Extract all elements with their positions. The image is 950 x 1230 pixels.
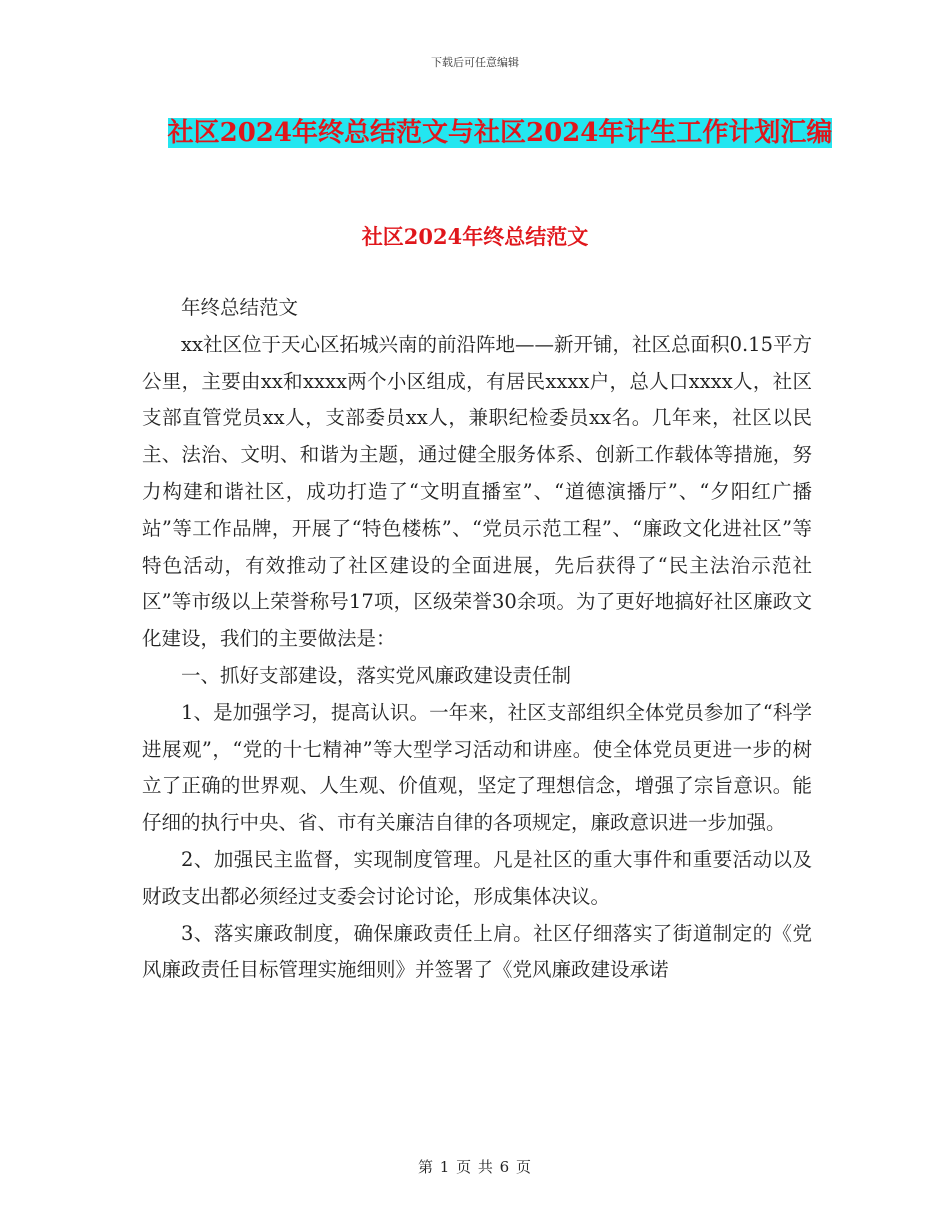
paragraph: 1、是加强学习，提高认识。一年来，社区支部组织全体党员参加了“科学进展观”，“党的十七精神”等大型学习活动和讲座。使全体党员更进一步的树立了正确的世界观、人生观、价值观，坚定了理想信念，增强了宗旨意识。能仔细的执行中央、省、市有关廉洁自律的各项规定，廉政意识进一步加强。 [142, 700, 812, 835]
paragraph: 2、加强民主监督，实现制度管理。凡是社区的重大事件和重要活动以及财政支出都必须经过支委会讨论讨论，形成集体决议。 [142, 847, 812, 908]
paragraph: 一、抓好支部建设，落实党风廉政建设责任制 [181, 663, 572, 687]
document-title [140, 112, 860, 154]
document-body [142, 290, 812, 989]
header-note: 下载后可任意编辑 [431, 56, 519, 69]
paragraph: 3、落实廉政制度，确保廉政责任上肩。社区仔细落实了街道制定的《党风廉政责任目标管理实施细则》并签署了《党风廉政建设承诺 [142, 921, 812, 982]
document-title-text: 社区2024年终总结范文与社区2024年计生工作计划汇编 [167, 118, 833, 148]
paragraph: 年终总结范文 [181, 296, 299, 319]
page-number: 第 1 页 共 6 页 [418, 1158, 532, 1176]
paragraph: xx社区位于天心区拓城兴南的前沿阵地——新开铺，社区总面积0.15平方公里，主要由xx和xxxx两个小区组成，有居民xxxx户，总人口xxxx人，社区支部直管党员xx人，支部委员xx人，兼职纪检委员xx名。几年来，社区以民主、法治、文明、和谐为主题，通过健全服务体系、创新工作载体等措施，努力构建和谐社区，成功打造了“文明直播室”、“道德演播厅”、“夕阳红广播站”等工作品牌，开展了“特色楼栋”、“党员示范工程”、“廉政文化进社区”等特色活动，有效推动了社区建设的全面进展，先后获得了“民主法治示范社区”等市级以上荣誉称号17项，区级荣誉30余项。为了更好地搞好社区廉政文化建设，我们的主要做法是： [142, 332, 812, 651]
section-title: 社区2024年终总结范文 [361, 224, 589, 249]
